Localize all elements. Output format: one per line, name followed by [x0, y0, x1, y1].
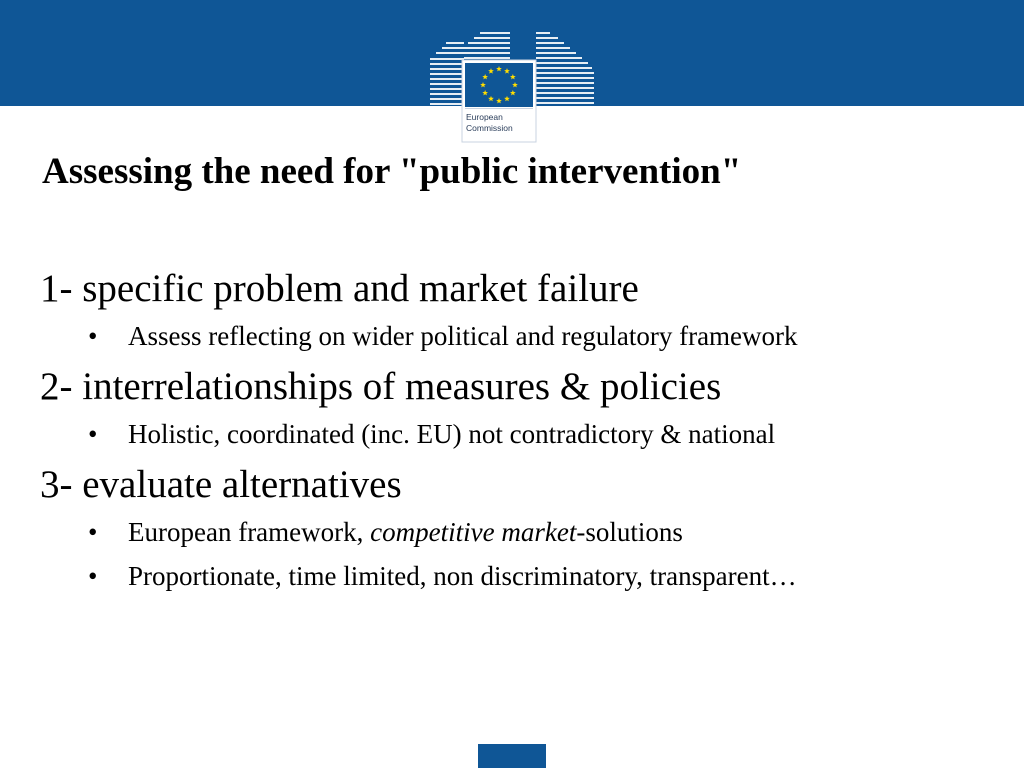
bullet-text: Assess reflecting on wider political and regulatory framework: [128, 321, 798, 351]
bullet-list: [40, 510, 1000, 598]
slide-body: [40, 264, 1000, 602]
logo-line2-text: Commission: [466, 123, 513, 133]
bullet-text: Proportionate, time limited, non discriminatory, transparent…: [128, 561, 797, 591]
bullet-text-plain: European framework,: [128, 517, 371, 547]
bullet-text-suffix: -solutions: [576, 517, 683, 547]
bullet-item: [40, 510, 1000, 554]
bullet-list: [40, 412, 1000, 456]
european-commission-logo: [428, 28, 596, 144]
bullet-text-emphasis: competitive market: [370, 517, 577, 547]
section-heading: 2- interrelationships of measures & policies: [40, 365, 722, 408]
bullet-dot-icon: •: [88, 419, 98, 449]
section-3: [40, 460, 1000, 598]
section-heading: 3- evaluate alternatives: [40, 463, 402, 506]
section-2: [40, 362, 1000, 456]
logo-line1-text: European: [466, 112, 503, 122]
bullet-item: [40, 554, 1000, 598]
footer-flag-tab: [478, 744, 546, 768]
bullet-text: Holistic, coordinated (inc. EU) not contradictory & national: [128, 419, 776, 449]
section-1: [40, 264, 1000, 358]
bullet-dot-icon: •: [88, 517, 98, 547]
bullet-item: [40, 412, 1000, 456]
bullet-list: [40, 314, 1000, 358]
bullet-dot-icon: •: [88, 561, 98, 591]
section-heading: 1- specific problem and market failure: [40, 267, 639, 310]
bullet-dot-icon: •: [88, 321, 98, 351]
slide-title: Assessing the need for "public intervention": [42, 151, 742, 192]
bullet-item: [40, 314, 1000, 358]
